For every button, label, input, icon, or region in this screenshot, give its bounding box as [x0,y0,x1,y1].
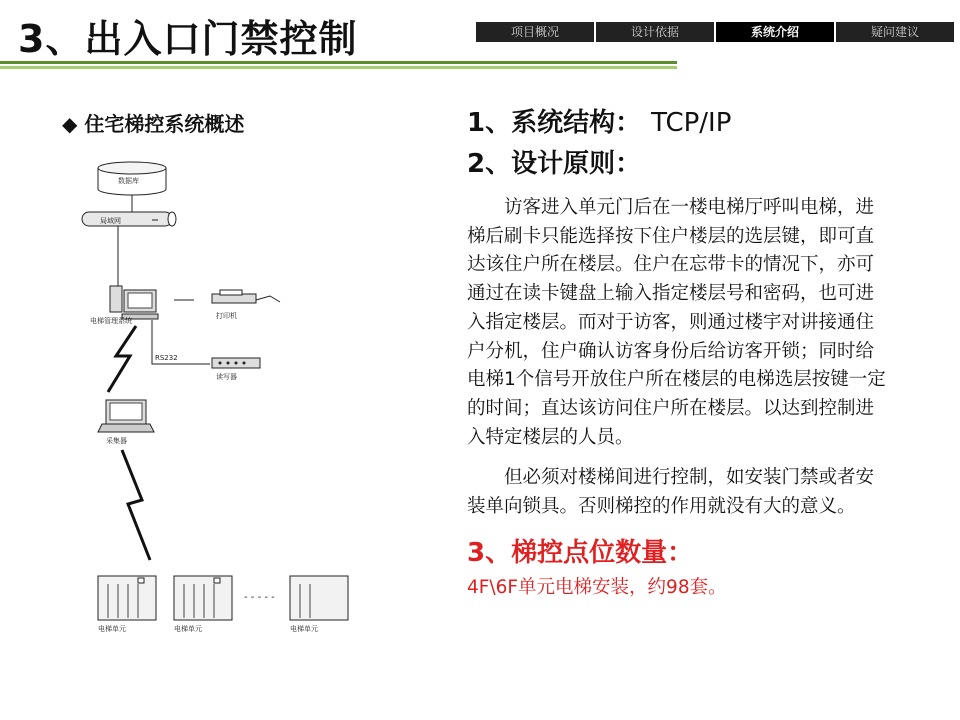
reader-label: 读写器 [216,373,237,381]
collector-laptop-icon [98,400,154,432]
server-label: 数据库 [118,177,139,185]
system-structure-label: 1、系统结构： [467,108,642,138]
elevator-unit-icon [174,576,232,620]
section-heading: ◆ 住宅梯控系统概述 [62,112,245,136]
tab-questions[interactable]: 疑问建议 [836,22,954,42]
page-title: 3、出入口门禁控制 [18,17,358,61]
content-panel [467,104,887,602]
card-reader-icon [212,358,260,368]
design-principle-paragraph-2: 但必须对楼梯间进行控制，如安装门禁或者安装单向锁具。否则梯控的作用就没有大的意义。 [467,467,875,518]
lan-bus-icon [82,212,176,226]
collector-label: 采集器 [106,437,127,445]
pc-label: 电梯管理系统 [90,317,132,325]
tab-project-overview[interactable]: 项目概况 [476,22,594,42]
management-pc-icon [110,286,158,319]
header-divider-light [0,66,677,69]
printer-label: 打印机 [216,312,237,320]
top-nav [476,22,954,42]
design-principle-heading: 2、设计原则： [467,149,642,179]
printer-icon [212,290,280,303]
lan-label: 局域网 [100,217,121,225]
system-diagram [70,160,318,650]
system-structure-value: TCP/IP [651,108,732,138]
unit1-label: 电梯单元 [98,625,126,633]
tab-design-basis[interactable]: 设计依据 [596,22,714,42]
design-principle-paragraph-1: 访客进入单元门后在一楼电梯厅呼叫电梯，进梯后刷卡只能选择按下住户楼层的选层键，即可直达该住户所在楼层。住户在忘带卡的情况下，亦可通过在读卡键盘上输入指定楼层号和密码，也可进入指定楼层。而对于访客，则通过楼宇对讲接通住户分机，住户确认访客身份后给访客开锁；同时给电梯1个信号开放住户所在楼层的电梯选层按键一定的时间；直达该访问住户所在楼层。以达到控制进入特定楼层的人员。 [467,197,886,448]
point-quantity-heading: 3、梯控点位数量： [467,537,694,568]
header-divider-dark [0,61,677,64]
rs232-label: RS232 [155,354,178,362]
unit3-label: 电梯单元 [290,625,318,633]
section-system-structure [467,104,887,142]
elevator-unit-icon [98,576,156,620]
continuation-dots: - - - - - [244,592,275,603]
tab-system-intro[interactable]: 系统介绍 [716,22,834,42]
elevator-unit-icon [290,576,348,620]
unit2-label: 电梯单元 [174,625,202,633]
point-quantity-text: 4F\6F单元电梯安装，约98套。 [467,576,727,598]
